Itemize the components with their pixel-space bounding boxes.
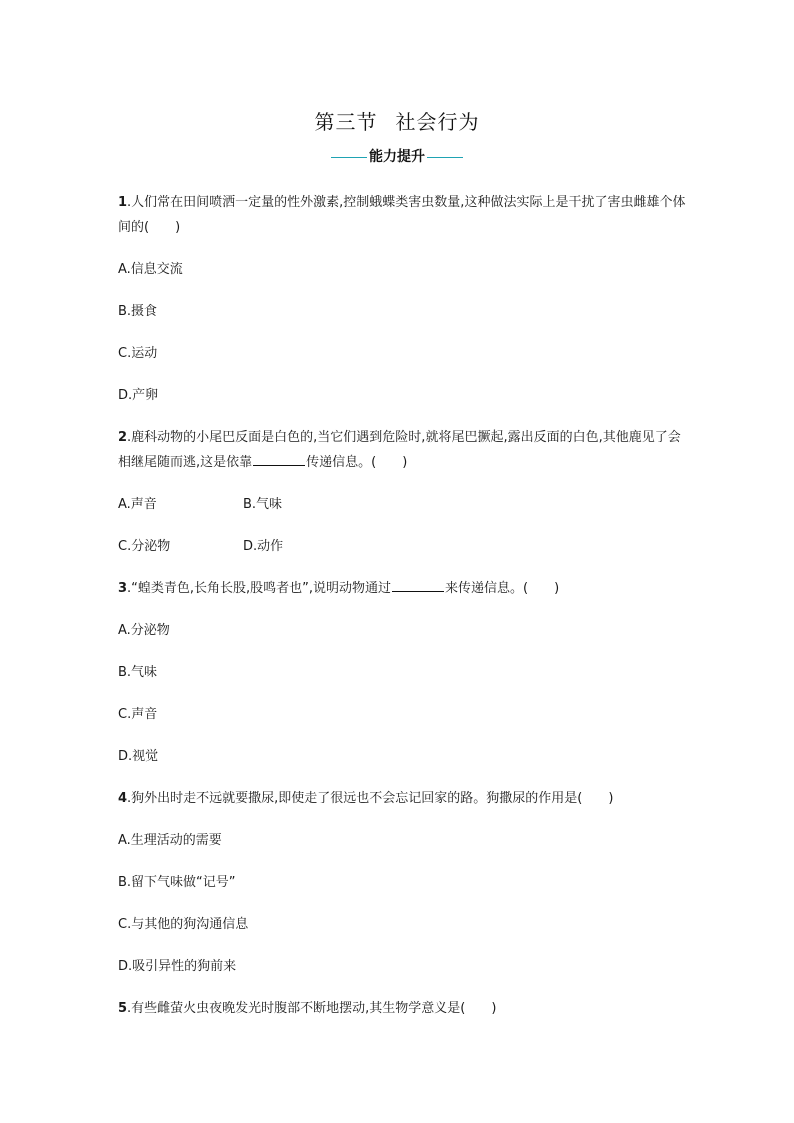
question-2-option-d[interactable]: D.动作 bbox=[243, 539, 284, 554]
question-2-option-c[interactable]: C.分泌物 bbox=[118, 539, 171, 554]
question-4 bbox=[118, 786, 688, 979]
subtitle-rule-left bbox=[331, 157, 367, 158]
title-topic: 社会行为 bbox=[395, 110, 480, 134]
question-3 bbox=[118, 576, 688, 769]
question-4-option-c[interactable]: C.与其他的狗沟通信息 bbox=[118, 917, 249, 932]
question-2-option-b[interactable]: B.气味 bbox=[243, 497, 283, 512]
question-1-option-c[interactable]: C.运动 bbox=[118, 346, 158, 361]
question-list bbox=[118, 190, 688, 1021]
subtitle-rule-right bbox=[427, 157, 463, 158]
subtitle-text: 能力提升 bbox=[369, 149, 425, 165]
question-1-option-b[interactable]: B.摄食 bbox=[118, 304, 158, 319]
question-2 bbox=[118, 425, 688, 559]
question-5-stem: 5.有些雌萤火虫夜晚发光时腹部不断地摆动,其生物学意义是( ) bbox=[118, 1001, 497, 1016]
answer-blank bbox=[392, 577, 444, 592]
question-1-stem: 1.人们常在田间喷洒一定量的性外激素,控制蛾蝶类害虫数量,这种做法实际上是干扰了害虫雌雄个体间的( ) bbox=[118, 195, 686, 235]
question-4-option-a[interactable]: A.生理活动的需要 bbox=[118, 833, 222, 848]
section-subtitle bbox=[0, 147, 794, 167]
question-3-option-c[interactable]: C.声音 bbox=[118, 707, 158, 722]
question-3-stem: 3.“蝗类青色,长角长股,股鸣者也”,说明动物通过 来传递信息。( ) bbox=[118, 576, 688, 601]
question-1-option-a[interactable]: A.信息交流 bbox=[118, 262, 183, 277]
page-title bbox=[0, 108, 794, 136]
question-5 bbox=[118, 996, 688, 1021]
question-2-stem: 2.鹿科动物的小尾巴反面是白色的,当它们遇到危险时,就将尾巴撅起,露出反面的白色,其他鹿见了会相继尾随而逃,这是依靠 传递信息。( ) bbox=[118, 430, 681, 470]
question-4-stem: 4.狗外出时走不远就要撒尿,即使走了很远也不会忘记回家的路。狗撒尿的作用是( ) bbox=[118, 791, 614, 806]
question-3-option-d[interactable]: D.视觉 bbox=[118, 749, 159, 764]
question-4-option-b[interactable]: B.留下气味做“记号” bbox=[118, 875, 236, 890]
question-1-option-d[interactable]: D.产卵 bbox=[118, 388, 159, 403]
title-section: 第三节 bbox=[314, 110, 378, 134]
question-3-option-a[interactable]: A.分泌物 bbox=[118, 623, 170, 638]
question-4-option-d[interactable]: D.吸引异性的狗前来 bbox=[118, 959, 237, 974]
question-2-options-row-1 bbox=[118, 492, 688, 517]
question-1 bbox=[118, 190, 688, 408]
question-3-option-b[interactable]: B.气味 bbox=[118, 665, 158, 680]
question-2-option-a[interactable]: A.声音 bbox=[118, 497, 157, 512]
answer-blank bbox=[253, 451, 305, 466]
question-2-options-row-2 bbox=[118, 534, 688, 559]
